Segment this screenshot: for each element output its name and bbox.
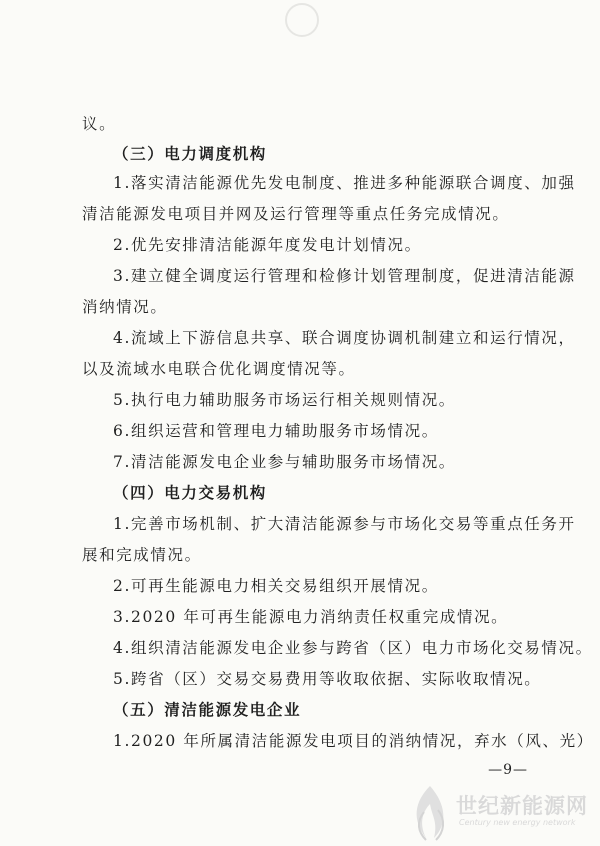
text-line-19: 5.跨省（区）交易交易费用等收取依据、实际收取情况。 bbox=[113, 670, 542, 688]
text-line-9: 以及流域水电联合优化调度情况等。 bbox=[82, 360, 356, 378]
text-line-4: 清洁能源发电项目并网及运行管理等重点任务完成情况。 bbox=[82, 205, 510, 223]
section-heading-generation: （五）清洁能源发电企业 bbox=[113, 700, 302, 719]
text-line-6: 3.建立健全调度运行管理和检修计划管理制度，促进清洁能源 bbox=[113, 267, 576, 285]
text-line-12: 7.清洁能源发电企业参与辅助服务市场情况。 bbox=[113, 453, 456, 471]
text-line-16: 2.可再生能源电力相关交易组织开展情况。 bbox=[113, 577, 439, 595]
text-line-3: 1.落实清洁能源优先发电制度、推进多种能源联合调度、加强 bbox=[113, 174, 576, 192]
text-line-8: 4.流域上下游信息共享、联合调度协调机制建立和运行情况， bbox=[113, 329, 576, 347]
watermark bbox=[404, 782, 594, 842]
watermark-title: 世纪新能源网 bbox=[456, 794, 588, 818]
text-line-10: 5.执行电力辅助服务市场运行相关规则情况。 bbox=[113, 391, 456, 409]
section-heading-dispatch: （三）电力调度机构 bbox=[113, 144, 267, 163]
flame-logo-icon bbox=[404, 782, 456, 842]
text-line-17: 3.2020 年可再生能源电力消纳责任权重完成情况。 bbox=[113, 608, 509, 626]
text-line-1: 议。 bbox=[82, 115, 117, 133]
text-line-15: 展和完成情况。 bbox=[82, 546, 202, 564]
section-heading-trading: （四）电力交易机构 bbox=[113, 483, 267, 502]
text-line-5: 2.优先安排清洁能源年度发电计划情况。 bbox=[113, 236, 422, 254]
watermark-subtitle: Century new energy network bbox=[459, 818, 576, 827]
text-line-7: 消纳情况。 bbox=[82, 298, 168, 316]
text-line-18: 4.组织清洁能源发电企业参与跨省（区）电力市场化交易情况。 bbox=[113, 639, 593, 657]
text-line-11: 6.组织运营和管理电力辅助服务市场情况。 bbox=[113, 422, 439, 440]
text-line-21: 1.2020 年所属清洁能源发电项目的消纳情况，弃水（风、光） bbox=[113, 732, 594, 750]
decorative-seal-icon bbox=[282, 0, 322, 40]
page-number: —9— bbox=[488, 762, 528, 778]
text-line-14: 1.完善市场机制、扩大清洁能源参与市场化交易等重点任务开 bbox=[113, 515, 576, 533]
